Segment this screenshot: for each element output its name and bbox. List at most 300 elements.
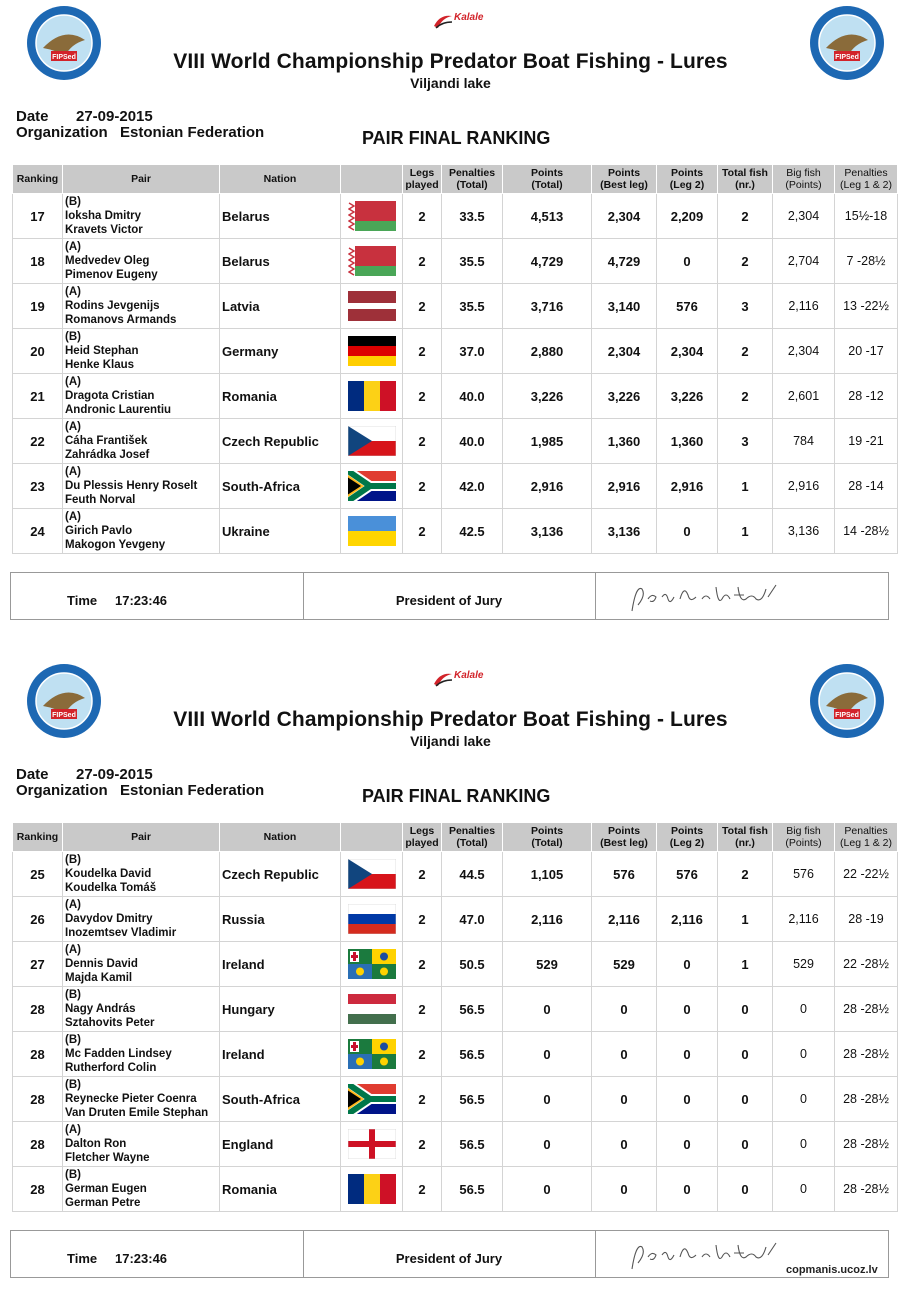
time-value: 17:23:46	[115, 1251, 168, 1266]
penalties-legs-cell: 7 -28½	[835, 239, 898, 284]
pair-member-2: Henke Klaus	[65, 359, 135, 371]
penalties-total-cell: 42.0	[442, 464, 503, 509]
table-row	[13, 419, 898, 464]
pair-member-1: Koudelka David	[65, 868, 152, 880]
points-best-cell: 0	[592, 1077, 657, 1122]
pair-cell	[63, 852, 220, 897]
penalties-total-cell: 37.0	[442, 329, 503, 374]
points-best-cell: 0	[592, 1167, 657, 1212]
big-fish-cell: 2,704	[773, 239, 835, 284]
points-best-cell: 2,304	[592, 194, 657, 239]
col-penalties-total: Penalties (Total)	[442, 823, 503, 852]
pair-cell	[63, 942, 220, 987]
points-total-cell: 2,116	[503, 897, 592, 942]
signature-icon	[626, 575, 786, 617]
col-penalties-total: Penalties (Total)	[442, 165, 503, 194]
col-flag	[341, 165, 403, 194]
flag-icon	[348, 1039, 396, 1069]
penalties-legs-cell: 20 -17	[835, 329, 898, 374]
total-fish-cell: 2	[718, 852, 773, 897]
organization-label: Organization	[16, 124, 108, 141]
pair-group: (B)	[65, 1079, 81, 1091]
big-fish-cell: 0	[773, 1077, 835, 1122]
flag-cell	[341, 897, 403, 942]
pair-group: (B)	[65, 1034, 81, 1046]
pair-member-1: Medvedev Oleg	[65, 255, 150, 267]
footer	[10, 572, 889, 620]
col-points-total: Points (Total)	[503, 823, 592, 852]
points-leg2-cell: 0	[657, 509, 718, 554]
flag-icon	[348, 516, 396, 546]
pair-member-1: German Eugen	[65, 1183, 147, 1195]
points-total-cell: 2,916	[503, 464, 592, 509]
signature-icon	[626, 1233, 786, 1275]
legs-cell: 2	[403, 464, 442, 509]
pair-member-1: Ioksha Dmitry	[65, 210, 142, 222]
points-best-cell: 4,729	[592, 239, 657, 284]
legs-cell: 2	[403, 987, 442, 1032]
col-legs: Legs played	[403, 165, 442, 194]
col-points-leg2: Points (Leg 2)	[657, 165, 718, 194]
col-big-fish: Big fish (Points)	[773, 165, 835, 194]
points-total-cell: 0	[503, 987, 592, 1032]
organization-value: Estonian Federation	[120, 782, 265, 799]
table-row	[13, 1077, 898, 1122]
svg-text:FIPSed: FIPSed	[835, 712, 859, 719]
col-penalties-legs: Penalties (Leg 1 & 2)	[835, 165, 898, 194]
pair-cell	[63, 987, 220, 1032]
legs-cell: 2	[403, 1032, 442, 1077]
col-points-total: Points (Total)	[503, 165, 592, 194]
points-leg2-cell: 2,116	[657, 897, 718, 942]
nation-cell: Ukraine	[220, 509, 341, 554]
pair-member-1: Mc Fadden Lindsey	[65, 1048, 172, 1060]
table-row	[13, 1032, 898, 1077]
nation-cell: England	[220, 1122, 341, 1167]
svg-text:FIPSed: FIPSed	[52, 712, 76, 719]
rank-cell: 24	[13, 509, 63, 554]
pair-cell	[63, 374, 220, 419]
footer-time-cell	[11, 573, 304, 619]
legs-cell: 2	[403, 374, 442, 419]
flag-cell	[341, 942, 403, 987]
flag-cell	[341, 464, 403, 509]
pair-group: (A)	[65, 899, 81, 911]
penalties-legs-cell: 28 -28½	[835, 1122, 898, 1167]
date-label: Date	[16, 766, 49, 783]
legs-cell: 2	[403, 1122, 442, 1167]
points-leg2-cell: 576	[657, 284, 718, 329]
sponsor-logo	[432, 10, 512, 32]
pair-group: (B)	[65, 331, 81, 343]
penalties-total-cell: 47.0	[442, 897, 503, 942]
big-fish-cell: 2,304	[773, 329, 835, 374]
flag-cell	[341, 239, 403, 284]
legs-cell: 2	[403, 239, 442, 284]
sponsor-logo	[432, 668, 512, 690]
time-value: 17:23:46	[115, 593, 168, 608]
col-ranking: Ranking	[13, 165, 63, 194]
sponsor-swoosh-icon	[432, 668, 454, 690]
points-leg2-cell: 2,304	[657, 329, 718, 374]
flag-icon	[348, 201, 396, 231]
flag-icon	[348, 471, 396, 501]
big-fish-cell: 0	[773, 1122, 835, 1167]
table-row	[13, 374, 898, 419]
points-best-cell: 0	[592, 1032, 657, 1077]
pair-member-2: Zahrádka Josef	[65, 449, 150, 461]
pair-cell	[63, 1167, 220, 1212]
penalties-legs-cell: 14 -28½	[835, 509, 898, 554]
pair-member-2: Kravets Victor	[65, 224, 143, 236]
pair-group: (A)	[65, 1124, 81, 1136]
pair-member-2: Romanovs Armands	[65, 314, 177, 326]
pair-group: (A)	[65, 286, 81, 298]
time-label: Time	[67, 1251, 98, 1266]
big-fish-cell: 0	[773, 1167, 835, 1212]
pair-group: (A)	[65, 511, 81, 523]
flag-icon	[348, 949, 396, 979]
pair-cell	[63, 419, 220, 464]
big-fish-cell: 2,601	[773, 374, 835, 419]
points-leg2-cell: 2,916	[657, 464, 718, 509]
flag-cell	[341, 374, 403, 419]
nation-cell: Czech Republic	[220, 419, 341, 464]
legs-cell: 2	[403, 329, 442, 374]
flag-cell	[341, 194, 403, 239]
total-fish-cell: 1	[718, 942, 773, 987]
col-pair: Pair	[63, 823, 220, 852]
nation-cell: South-Africa	[220, 1077, 341, 1122]
col-total-fish: Total fish (nr.)	[718, 823, 773, 852]
points-best-cell: 2,116	[592, 897, 657, 942]
big-fish-cell: 2,304	[773, 194, 835, 239]
table-row	[13, 239, 898, 284]
pair-group: (A)	[65, 241, 81, 253]
pair-member-1: Cáha František	[65, 435, 148, 447]
legs-cell: 2	[403, 194, 442, 239]
pair-member-2: Makogon Yevgeny	[65, 539, 166, 551]
pair-member-1: Girich Pavlo	[65, 525, 133, 537]
flag-icon	[348, 1084, 396, 1114]
col-points-leg2: Points (Leg 2)	[657, 823, 718, 852]
ranking-title: PAIR FINAL RANKING	[362, 128, 551, 148]
big-fish-cell: 2,916	[773, 464, 835, 509]
penalties-total-cell: 56.5	[442, 1077, 503, 1122]
penalties-legs-cell: 28 -28½	[835, 1032, 898, 1077]
pair-member-2: Feuth Norval	[65, 494, 136, 506]
flag-icon	[348, 1174, 396, 1204]
total-fish-cell: 2	[718, 329, 773, 374]
rank-cell: 28	[13, 1122, 63, 1167]
penalties-legs-cell: 28 -14	[835, 464, 898, 509]
points-leg2-cell: 0	[657, 987, 718, 1032]
big-fish-cell: 2,116	[773, 897, 835, 942]
nation-cell: Germany	[220, 329, 341, 374]
penalties-legs-cell: 13 -22½	[835, 284, 898, 329]
rank-cell: 21	[13, 374, 63, 419]
ranking-table	[12, 164, 898, 554]
table-row	[13, 1167, 898, 1212]
nation-cell: Belarus	[220, 194, 341, 239]
pair-cell	[63, 284, 220, 329]
pair-group: (B)	[65, 196, 81, 208]
ranking-sheet	[0, 0, 901, 640]
nation-cell: Russia	[220, 897, 341, 942]
big-fish-cell: 784	[773, 419, 835, 464]
pair-group: (A)	[65, 421, 81, 433]
flag-icon	[348, 904, 396, 934]
date-value: 27-09-2015	[76, 108, 153, 125]
organization-label: Organization	[16, 782, 108, 799]
total-fish-cell: 3	[718, 284, 773, 329]
col-nation: Nation	[220, 823, 341, 852]
president-of-jury: President of Jury	[395, 1251, 503, 1266]
watermark: copmanis.ucoz.lv	[786, 1264, 878, 1276]
points-best-cell: 0	[592, 1122, 657, 1167]
rank-cell: 25	[13, 852, 63, 897]
penalties-total-cell: 56.5	[442, 1167, 503, 1212]
pair-member-1: Dennis David	[65, 958, 138, 970]
col-legs: Legs played	[403, 823, 442, 852]
pair-member-1: Dragota Cristian	[65, 390, 155, 402]
penalties-total-cell: 56.5	[442, 1122, 503, 1167]
penalties-legs-cell: 22 -28½	[835, 942, 898, 987]
total-fish-cell: 0	[718, 1077, 773, 1122]
total-fish-cell: 0	[718, 1122, 773, 1167]
flag-icon	[348, 994, 396, 1024]
page-subtitle: Viljandi lake	[410, 733, 491, 749]
rank-cell: 28	[13, 987, 63, 1032]
pair-member-1: Rodins Jevgenijs	[65, 300, 160, 312]
table-row	[13, 329, 898, 374]
sponsor-swoosh-icon	[432, 10, 454, 32]
pair-cell	[63, 194, 220, 239]
points-leg2-cell: 2,209	[657, 194, 718, 239]
penalties-total-cell: 44.5	[442, 852, 503, 897]
points-best-cell: 2,916	[592, 464, 657, 509]
points-leg2-cell: 0	[657, 1167, 718, 1212]
penalties-legs-cell: 28 -19	[835, 897, 898, 942]
penalties-legs-cell: 19 -21	[835, 419, 898, 464]
pair-member-1: Reynecke Pieter Coenra	[65, 1093, 197, 1105]
flag-cell	[341, 1077, 403, 1122]
pair-cell	[63, 329, 220, 374]
table-row	[13, 1122, 898, 1167]
total-fish-cell: 2	[718, 374, 773, 419]
table-row	[13, 897, 898, 942]
legs-cell: 2	[403, 419, 442, 464]
pair-cell	[63, 897, 220, 942]
table-row	[13, 509, 898, 554]
flag-cell	[341, 329, 403, 374]
pair-member-2: Rutherford Colin	[65, 1062, 157, 1074]
big-fish-cell: 529	[773, 942, 835, 987]
legs-cell: 2	[403, 942, 442, 987]
nation-cell: Ireland	[220, 942, 341, 987]
sponsor-name: Kalale	[454, 670, 484, 681]
points-total-cell: 2,880	[503, 329, 592, 374]
pair-member-2: Fletcher Wayne	[65, 1152, 150, 1164]
date-value: 27-09-2015	[76, 766, 153, 783]
table-row	[13, 464, 898, 509]
penalties-total-cell: 40.0	[442, 374, 503, 419]
flag-icon	[348, 246, 396, 276]
total-fish-cell: 2	[718, 239, 773, 284]
footer	[10, 1230, 889, 1278]
rank-cell: 19	[13, 284, 63, 329]
points-total-cell: 0	[503, 1032, 592, 1077]
nation-cell: Ireland	[220, 1032, 341, 1077]
date-label: Date	[16, 108, 49, 125]
col-big-fish: Big fish (Points)	[773, 823, 835, 852]
penalties-legs-cell: 28 -28½	[835, 1167, 898, 1212]
pair-cell	[63, 239, 220, 284]
rank-cell: 22	[13, 419, 63, 464]
page-subtitle: Viljandi lake	[410, 75, 491, 91]
big-fish-cell: 576	[773, 852, 835, 897]
rank-cell: 28	[13, 1077, 63, 1122]
points-total-cell: 4,729	[503, 239, 592, 284]
page-title: VIII World Championship Predator Boat Fishing - Lures	[173, 50, 728, 73]
legs-cell: 2	[403, 284, 442, 329]
pair-member-2: Majda Kamil	[65, 972, 133, 984]
big-fish-cell: 3,136	[773, 509, 835, 554]
pair-cell	[63, 1122, 220, 1167]
penalties-legs-cell: 28 -12	[835, 374, 898, 419]
rank-cell: 20	[13, 329, 63, 374]
pair-group: (B)	[65, 989, 81, 1001]
table-row	[13, 942, 898, 987]
points-leg2-cell: 0	[657, 239, 718, 284]
points-leg2-cell: 3,226	[657, 374, 718, 419]
flag-icon	[348, 1129, 396, 1159]
points-best-cell: 3,136	[592, 509, 657, 554]
col-pair: Pair	[63, 165, 220, 194]
pair-member-2: Inozemtsev Vladimir	[65, 927, 177, 939]
nation-cell: Romania	[220, 1167, 341, 1212]
flag-icon	[348, 859, 396, 889]
col-total-fish: Total fish (nr.)	[718, 165, 773, 194]
rank-cell: 17	[13, 194, 63, 239]
svg-text:FIPSed: FIPSed	[52, 54, 76, 61]
total-fish-cell: 0	[718, 987, 773, 1032]
nation-cell: South-Africa	[220, 464, 341, 509]
svg-text:FIPSed: FIPSed	[835, 54, 859, 61]
flag-cell	[341, 509, 403, 554]
pair-member-2: Pimenov Eugeny	[65, 269, 158, 281]
table-row	[13, 194, 898, 239]
pair-member-2: Andronic Laurentiu	[65, 404, 172, 416]
points-total-cell: 3,136	[503, 509, 592, 554]
points-leg2-cell: 1,360	[657, 419, 718, 464]
penalties-total-cell: 35.5	[442, 284, 503, 329]
flag-cell	[341, 1122, 403, 1167]
points-best-cell: 0	[592, 987, 657, 1032]
nation-cell: Hungary	[220, 987, 341, 1032]
total-fish-cell: 0	[718, 1032, 773, 1077]
points-best-cell: 529	[592, 942, 657, 987]
nation-cell: Belarus	[220, 239, 341, 284]
flag-cell	[341, 419, 403, 464]
pair-member-1: Dalton Ron	[65, 1138, 127, 1150]
col-ranking: Ranking	[13, 823, 63, 852]
col-penalties-legs: Penalties (Leg 1 & 2)	[835, 823, 898, 852]
pair-group: (B)	[65, 854, 81, 866]
points-best-cell: 3,226	[592, 374, 657, 419]
total-fish-cell: 0	[718, 1167, 773, 1212]
pair-group: (B)	[65, 1169, 81, 1181]
flag-cell	[341, 852, 403, 897]
nation-cell: Latvia	[220, 284, 341, 329]
flag-icon	[348, 291, 396, 321]
penalties-total-cell: 40.0	[442, 419, 503, 464]
pair-member-1: Davydov Dmitry	[65, 913, 153, 925]
legs-cell: 2	[403, 1167, 442, 1212]
nation-cell: Romania	[220, 374, 341, 419]
flag-cell	[341, 987, 403, 1032]
penalties-legs-cell: 28 -28½	[835, 1077, 898, 1122]
points-leg2-cell: 0	[657, 1077, 718, 1122]
pair-member-2: German Petre	[65, 1197, 141, 1209]
total-fish-cell: 1	[718, 464, 773, 509]
points-leg2-cell: 0	[657, 1032, 718, 1077]
legs-cell: 2	[403, 1077, 442, 1122]
points-total-cell: 4,513	[503, 194, 592, 239]
table-row	[13, 852, 898, 897]
penalties-legs-cell: 15½-18	[835, 194, 898, 239]
penalties-total-cell: 56.5	[442, 987, 503, 1032]
points-total-cell: 0	[503, 1077, 592, 1122]
footer-time-cell	[11, 1231, 304, 1277]
footer-president-cell	[303, 1231, 596, 1277]
flag-cell	[341, 284, 403, 329]
points-total-cell: 529	[503, 942, 592, 987]
ranking-title: PAIR FINAL RANKING	[362, 786, 551, 806]
total-fish-cell: 1	[718, 897, 773, 942]
penalties-legs-cell: 22 -22½	[835, 852, 898, 897]
pair-member-1: Heid Stephan	[65, 345, 139, 357]
points-total-cell: 3,226	[503, 374, 592, 419]
legs-cell: 2	[403, 897, 442, 942]
table-row	[13, 987, 898, 1032]
pair-member-2: Van Druten Emile Stephan	[65, 1107, 209, 1119]
penalties-total-cell: 35.5	[442, 239, 503, 284]
total-fish-cell: 3	[718, 419, 773, 464]
flag-icon	[348, 336, 396, 366]
points-best-cell: 1,360	[592, 419, 657, 464]
pair-cell	[63, 464, 220, 509]
points-total-cell: 0	[503, 1167, 592, 1212]
points-total-cell: 3,716	[503, 284, 592, 329]
points-best-cell: 2,304	[592, 329, 657, 374]
ranking-sheet	[0, 658, 901, 1298]
penalties-total-cell: 42.5	[442, 509, 503, 554]
big-fish-cell: 2,116	[773, 284, 835, 329]
pair-member-1: Du Plessis Henry Roselt	[65, 480, 198, 492]
big-fish-cell: 0	[773, 1032, 835, 1077]
points-leg2-cell: 0	[657, 1122, 718, 1167]
penalties-legs-cell: 28 -28½	[835, 987, 898, 1032]
pair-member-1: Nagy András	[65, 1003, 136, 1015]
col-points-best: Points (Best leg)	[592, 165, 657, 194]
flag-cell	[341, 1167, 403, 1212]
points-leg2-cell: 0	[657, 942, 718, 987]
president-of-jury: President of Jury	[395, 593, 503, 608]
pair-cell	[63, 1077, 220, 1122]
pair-cell	[63, 1032, 220, 1077]
points-best-cell: 576	[592, 852, 657, 897]
